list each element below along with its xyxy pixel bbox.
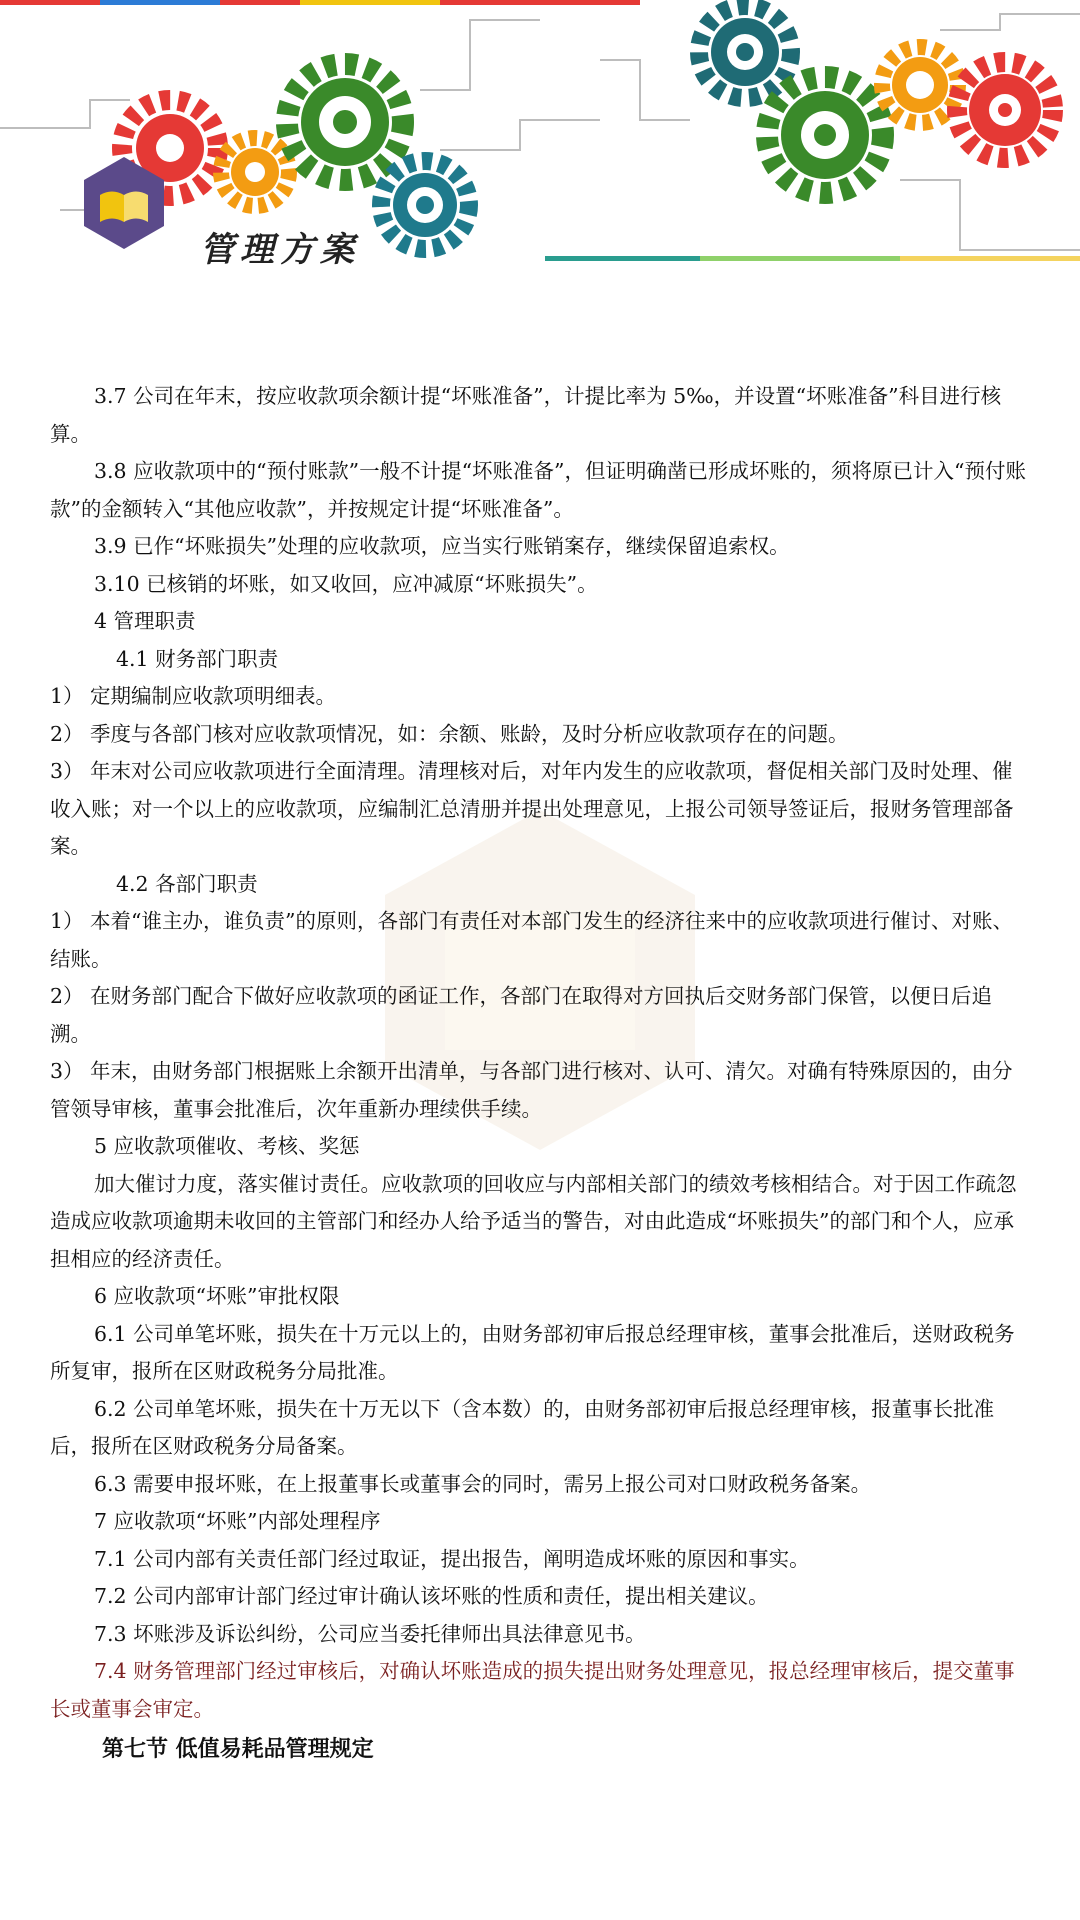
list-item: 2） 在财务部门配合下做好应收款项的函证工作，各部门在取得对方回执后交财务部门保管，以便日后追溯。 [50, 984, 993, 1046]
gear-icon [957, 62, 1053, 158]
paragraph-5-body: 加大催讨力度，落实催讨责任。应收款项的回收应与内部相关部门的绩效考核相结合。对于因工作疏忽造成应收款项逾期未收回的主管部门和经办人给予适当的警告，对由此造成“坏账损失”的部门和个人，应承担相应的经济责任。 [50, 1171, 1017, 1271]
gear-icon [882, 47, 958, 123]
heading-7: 7 应收款项“坏账”内部处理程序 [94, 1509, 381, 1533]
heading-6: 6 应收款项“坏账”审批权限 [94, 1284, 340, 1308]
paragraph-6-2: 6.2 公司单笔坏账，损失在十万无以下（含本数）的，由财务部初审后报总经理审核，报董事长批准后，报所在区财政税务分局备案。 [50, 1396, 995, 1458]
gear-icon [767, 77, 883, 193]
heading-4: 4 管理职责 [94, 609, 196, 633]
heading-4-2: 4.2 各部门职责 [116, 871, 258, 896]
list-item: 1） 定期编制应收款项明细表。 [50, 684, 337, 708]
brand-title: 管理方案 [200, 230, 360, 270]
paragraph-6-3: 6.3 需要申报坏账，在上报董事长或董事会的同时，需另上报公司对口财政税务备案。 [94, 1471, 872, 1496]
paragraph-3-7: 3.7 公司在年末，按应收款项余额计提“坏账准备”，计提比率为 5‰，并设置“坏账准备”科目进行核算。 [50, 384, 1002, 446]
list-item: 1） 本着“谁主办，谁负责”的原则，各部门有责任对本部门发生的经济往来中的应收款项进行催讨、对账、结账。 [50, 909, 1014, 971]
gear-icon [221, 138, 289, 206]
paragraph-7-4: 7.4 财务管理部门经过审核后，对确认坏账造成的损失提出财务处理意见，报总经理审核后，提交董事长或董事会审定。 [50, 1659, 1015, 1721]
paragraph-3-10: 3.10 已核销的坏账，如又收回，应冲减原“坏账损失”。 [94, 571, 598, 596]
paragraph-7-3: 7.3 坏账涉及诉讼纠纷，公司应当委托律师出具法律意见书。 [94, 1621, 646, 1646]
gear-icon [381, 161, 469, 249]
paragraph-3-8: 3.8 应收款项中的“预付账款”一般不计提“坏账准备”，但证明确凿已形成坏账的，须将原已计入“预付账款”的金额转入“其他应收款”，并按规定计提“坏账准备”。 [50, 459, 1027, 521]
section-heading: 第七节 低值易耗品管理规定 [102, 1737, 374, 1762]
paragraph-3-9: 3.9 已作“坏账损失”处理的应收款项，应当实行账销案存，继续保留追索权。 [94, 534, 790, 558]
heading-4-1: 4.1 财务部门职责 [116, 646, 279, 671]
paragraph-7-1: 7.1 公司内部有关责任部门经过取证，提出报告，阐明造成坏账的原因和事实。 [94, 1546, 810, 1571]
paragraph-7-2: 7.2 公司内部审计部门经过审计确认该坏账的性质和责任，提出相关建议。 [94, 1584, 769, 1608]
list-item: 3） 年末对公司应收款项进行全面清理。清理核对后，对年内发生的应收款项，督促相关部门及时处理、催收入账；对一个以上的应收款项，应编制汇总清册并提出处理意见，上报公司领导签证后，报财务管理部备案。 [50, 759, 1014, 858]
list-item: 3） 年末，由财务部门根据账上余额开出清单，与各部门进行核对、认可、清欠。对确有特殊原因的，由分管领导审核，董事会批准后，次年重新办理续供手续。 [50, 1059, 1013, 1121]
document-body [50, 378, 1030, 1772]
header-graphic [0, 0, 1080, 290]
gear-icon [699, 6, 791, 98]
paragraph-6-1: 6.1 公司单笔坏账，损失在十万元以上的，由财务部初审后报总经理审核，董事会批准后，送财政税务所复审，报所在区财政税务分局批准。 [50, 1321, 1015, 1383]
heading-5: 5 应收款项催收、考核、奖惩 [94, 1134, 360, 1158]
gear-icon [287, 64, 403, 180]
list-item: 2） 季度与各部门核对应收款项情况，如：余额、账龄，及时分析应收款项存在的问题。 [50, 721, 849, 746]
page-header [0, 0, 1080, 290]
